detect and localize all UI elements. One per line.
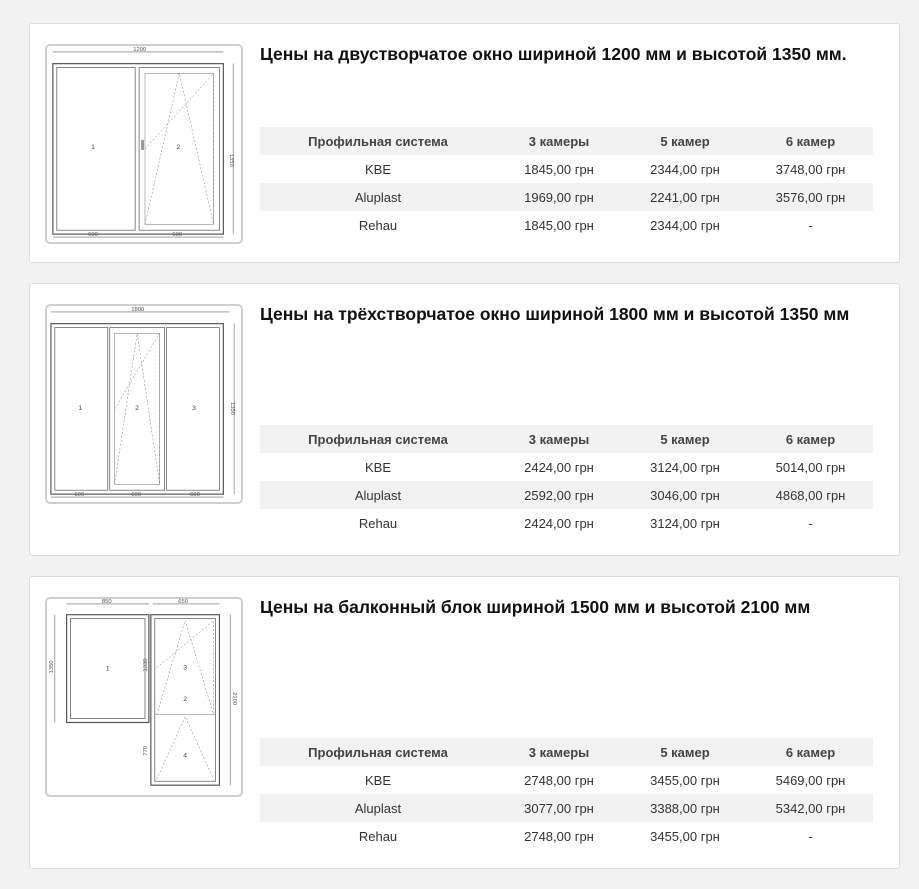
price-cell: 4868,00 грн bbox=[775, 487, 846, 503]
price-cell: 3046,00 грн bbox=[650, 487, 720, 503]
price-cell: 2424,00 грн bbox=[524, 515, 594, 531]
profile-system-cell: KBE bbox=[364, 772, 391, 788]
price-cell: 2592,00 грн bbox=[524, 487, 594, 503]
price-cell: 2241,00 грн bbox=[650, 189, 720, 205]
column-header: 5 камер bbox=[660, 431, 710, 447]
table-row bbox=[260, 509, 873, 537]
column-header: Профильная система bbox=[308, 744, 448, 760]
column-header: Профильная система bbox=[308, 133, 448, 149]
profile-system-cell: Rehau bbox=[358, 217, 398, 233]
price-cell: 3455,00 грн bbox=[650, 828, 720, 844]
window-drawing[interactable] bbox=[45, 44, 243, 244]
column-header: 6 камер bbox=[785, 133, 836, 149]
sash-number-1: 1 bbox=[91, 143, 95, 151]
sash-number-1: 1 bbox=[78, 404, 83, 412]
top-dimension-label-left: 850 bbox=[101, 599, 112, 605]
bottom-dimension-label-right: 600 bbox=[172, 232, 183, 239]
price-cell: 2748,00 грн bbox=[524, 828, 594, 844]
width-dimension-label: 1200 bbox=[133, 46, 147, 53]
column-header: 3 камеры bbox=[528, 133, 590, 149]
price-cell: 3388,00 грн bbox=[650, 800, 720, 816]
profile-system-cell: Rehau bbox=[358, 515, 398, 531]
window-drawing[interactable] bbox=[45, 304, 243, 504]
table-row bbox=[260, 183, 873, 211]
price-cell: 3124,00 грн bbox=[650, 515, 720, 531]
bottom-dimension-label-left: 600 bbox=[74, 492, 85, 499]
price-cell: - bbox=[808, 828, 813, 844]
price-cell: 5469,00 грн bbox=[775, 772, 846, 788]
column-header: 6 камер bbox=[785, 744, 836, 760]
profile-system-cell: Aluplast bbox=[354, 800, 402, 816]
product-title: Цены на двустворчатое окно шириной 1200 мм и высотой 1350 мм. bbox=[260, 44, 847, 64]
profile-system-cell: Aluplast bbox=[354, 189, 402, 205]
price-cell: 3124,00 грн bbox=[650, 459, 720, 475]
inner-dimension-label-bottom: 770 bbox=[142, 746, 149, 756]
bottom-dimension-label-center: 600 bbox=[131, 492, 142, 499]
price-cell: - bbox=[808, 515, 813, 531]
balcony-block-diagram bbox=[47, 599, 241, 795]
product-card-three-sash-window bbox=[29, 283, 900, 556]
product-card-two-sash-window bbox=[29, 23, 900, 263]
sash-number-3: 3 bbox=[192, 404, 196, 412]
price-cell: 3455,00 грн bbox=[650, 772, 720, 788]
column-header: 6 камер bbox=[785, 431, 836, 447]
three-sash-window-diagram bbox=[47, 306, 241, 502]
price-cell: 2424,00 грн bbox=[524, 459, 594, 475]
sash-number-2: 2 bbox=[176, 143, 181, 151]
price-cell: 2344,00 грн bbox=[650, 217, 720, 233]
price-table bbox=[260, 738, 873, 850]
two-sash-window-diagram bbox=[47, 46, 241, 242]
sash-number-2: 2 bbox=[135, 404, 139, 412]
column-header: 3 камеры bbox=[528, 744, 590, 760]
price-table bbox=[260, 127, 873, 239]
column-header: 5 камер bbox=[660, 133, 710, 149]
column-header: 3 камеры bbox=[528, 431, 590, 447]
profile-system-cell: Aluplast bbox=[354, 487, 402, 503]
column-header: Профильная система bbox=[308, 431, 448, 447]
product-title: Цены на балконный блок шириной 1500 мм и высотой 2100 мм bbox=[260, 597, 811, 617]
price-cell: 1845,00 грн bbox=[524, 217, 594, 233]
price-cell: 3077,00 грн bbox=[524, 800, 594, 816]
bottom-dimension-label-right: 600 bbox=[190, 492, 200, 499]
price-cell: 5342,00 грн bbox=[775, 800, 846, 816]
sash-number-3: 3 bbox=[183, 664, 188, 672]
price-cell: 2748,00 грн bbox=[524, 772, 594, 788]
column-header: 5 камер bbox=[660, 744, 710, 760]
left-dimension-label: 1350 bbox=[48, 660, 55, 674]
table-row bbox=[260, 453, 873, 481]
right-dimension-label: 2100 bbox=[231, 692, 238, 706]
price-cell: 1845,00 грн bbox=[524, 161, 594, 177]
table-row bbox=[260, 211, 873, 239]
price-cell: - bbox=[808, 217, 813, 233]
bottom-dimension-label-left: 600 bbox=[88, 232, 98, 239]
price-table bbox=[260, 425, 873, 537]
table-row bbox=[260, 155, 873, 183]
top-dimension-label-right: 650 bbox=[178, 599, 189, 605]
price-cell: 3576,00 грн bbox=[775, 189, 846, 205]
window-drawing[interactable] bbox=[45, 597, 243, 797]
height-dimension-label: 1350 bbox=[229, 402, 236, 416]
product-card-balcony-block bbox=[29, 576, 900, 869]
table-header-row bbox=[260, 425, 873, 453]
profile-system-cell: Rehau bbox=[358, 828, 398, 844]
price-cell: 5014,00 грн bbox=[775, 459, 846, 475]
table-row bbox=[260, 794, 873, 822]
profile-system-cell: KBE bbox=[364, 161, 391, 177]
table-header-row bbox=[260, 127, 873, 155]
price-cell: 3748,00 грн bbox=[775, 161, 846, 177]
width-dimension-label: 1800 bbox=[131, 306, 145, 313]
product-title: Цены на трёхстворчатое окно шириной 1800 мм и высотой 1350 мм bbox=[260, 304, 850, 324]
price-cell: 2344,00 грн bbox=[650, 161, 720, 177]
table-header-row bbox=[260, 738, 873, 766]
sash-number-1: 1 bbox=[105, 665, 110, 673]
sash-number-4: 4 bbox=[183, 752, 188, 760]
profile-system-cell: KBE bbox=[364, 459, 391, 475]
price-cell: 1969,00 грн bbox=[524, 189, 594, 205]
sash-number-2: 2 bbox=[183, 695, 188, 703]
table-row bbox=[260, 822, 873, 850]
table-row bbox=[260, 766, 873, 794]
table-row bbox=[260, 481, 873, 509]
inner-dimension-label-top: 1330 bbox=[142, 658, 149, 672]
height-dimension-label: 1350 bbox=[228, 153, 235, 167]
